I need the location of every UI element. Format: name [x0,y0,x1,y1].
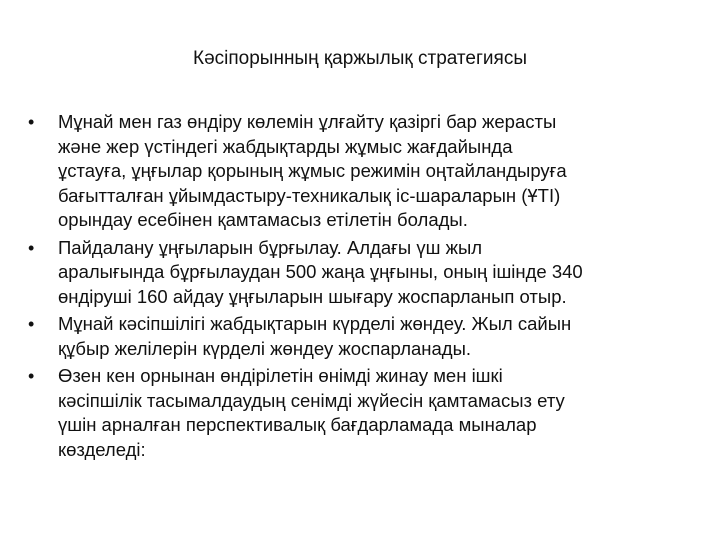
bullet-text-line: Өзен кен орнынан өндірілетін өнімді жинау мен ішкі [58,365,503,386]
bullet-text-line: ұстауға, ұңғылар қорының жұмыс режимін оңтайландыруға [58,160,567,181]
slide-title: Кәсіпорынның қаржылық стратегиясы [193,48,527,69]
bullet-text-line: көзделеді: [58,438,146,460]
bullet-text-line: бағытталған ұйымдастыру-техникалық іс-шараларын (ҰТІ) [58,184,561,206]
bullet-text-line: кәсіпшілік тасымалдаудың сенімді жүйесін қамтамасыз ету [58,389,565,411]
bullet-text-line: өндіруші 160 айдау ұңғыларын шығару жоспарланып отыр. [58,285,567,307]
bullet-marker: • [28,237,35,258]
bullet-item [28,110,698,233]
bullet-text-line: Мұнай мен газ өндіру көлемін ұлғайту қазіргі бар жерасты [58,111,557,132]
bullet-text-line: Пайдалану ұңғыларын бұрғылау. Алдағы үш жыл [58,236,483,258]
bullet-text-line: Мұнай кәсіпшілігі жабдықтарын күрделі жөндеу. Жыл сайын [58,313,572,334]
bullet-text-line: аралығында бұрғылаудан 500 жаңа ұңғыны, оның ішінде 340 [58,261,583,282]
bullet-list [28,110,698,465]
bullet-text-line: және жер үстіндегі жабдықтарды жұмыс жағдайында [58,135,513,157]
bullet-item [28,364,698,462]
bullet-item [28,312,698,361]
bullet-item [28,236,698,310]
bullet-text-line: құбыр желілерін күрделі жөндеу жоспарланады. [58,337,472,359]
bullet-marker: • [28,366,35,386]
bullet-text-line: орындау есебінен қамтамасыз етілетін болады. [58,209,468,230]
bullet-text-line: үшін арналған перспективалық бағдарламада мыналар [58,414,537,435]
bullet-marker: • [28,112,35,132]
bullet-marker: • [28,314,35,334]
